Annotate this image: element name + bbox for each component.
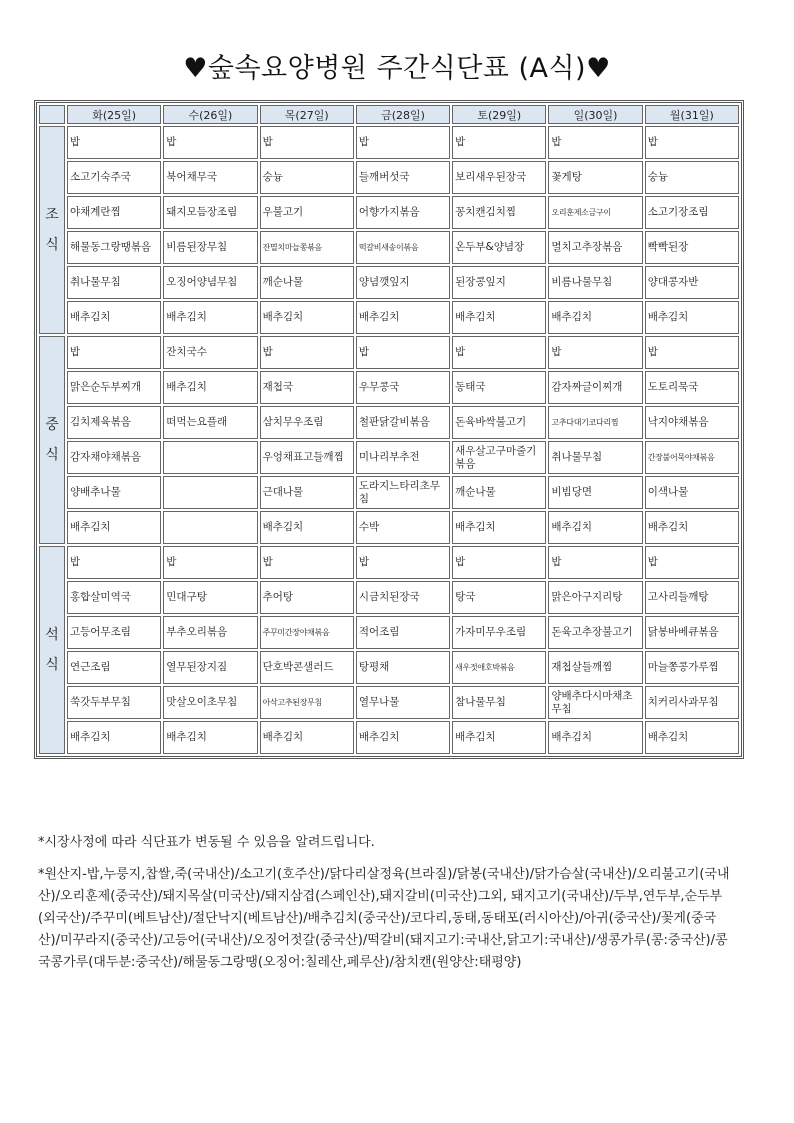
menu-cell: 야채계란찜 [67, 196, 161, 229]
menu-cell: 홍합살미역국 [67, 581, 161, 614]
menu-cell: 잔치국수 [163, 336, 257, 369]
menu-cell: 철판닭갈비볶음 [356, 406, 450, 439]
menu-cell: 우엉채표고들깨찜 [260, 441, 354, 474]
menu-cell: 수박 [356, 511, 450, 544]
notes-section [38, 832, 738, 984]
menu-cell [163, 511, 257, 544]
menu-cell: 단호박콘샐러드 [260, 651, 354, 684]
menu-cell: 배추김치 [548, 301, 642, 334]
menu-cell: 고등어무조림 [67, 616, 161, 649]
meal-row [39, 371, 739, 404]
menu-cell: 감자채야채볶음 [67, 441, 161, 474]
menu-cell: 밥 [67, 546, 161, 579]
menu-cell: 김치제육볶음 [67, 406, 161, 439]
menu-cell: 마늘쫑콩가루찜 [645, 651, 739, 684]
menu-cell: 삼치무우조림 [260, 406, 354, 439]
menu-cell: 비빔당면 [548, 476, 642, 509]
menu-cell: 도라지느타리초무침 [356, 476, 450, 509]
meal-label: 석 식 [39, 546, 65, 754]
meal-row [39, 686, 739, 719]
menu-cell: 연근조림 [67, 651, 161, 684]
menu-cell: 배추김치 [163, 721, 257, 754]
menu-cell: 해물동그랑땡볶음 [67, 231, 161, 264]
menu-cell: 배추김치 [452, 301, 546, 334]
menu-cell: 양대콩자반 [645, 266, 739, 299]
menu-cell: 배추김치 [67, 301, 161, 334]
meal-row [39, 196, 739, 229]
menu-cell: 밥 [548, 336, 642, 369]
menu-cell: 배추김치 [260, 721, 354, 754]
menu-cell: 숭늉 [260, 161, 354, 194]
menu-cell: 멸치고추장볶음 [548, 231, 642, 264]
menu-cell: 밥 [356, 126, 450, 159]
menu-cell: 배추김치 [356, 721, 450, 754]
menu-cell: 열무나물 [356, 686, 450, 719]
meal-row [39, 266, 739, 299]
menu-cell: 보리새우된장국 [452, 161, 546, 194]
menu-cell: 밥 [645, 336, 739, 369]
menu-cell: 배추김치 [260, 511, 354, 544]
day-header: 수(26일) [163, 105, 257, 124]
menu-cell: 밥 [163, 126, 257, 159]
menu-cell: 배추김치 [548, 721, 642, 754]
meal-row [39, 581, 739, 614]
menu-cell: 밥 [260, 126, 354, 159]
menu-cell: 취나물무침 [548, 441, 642, 474]
meal-row [39, 126, 739, 159]
menu-cell: 새우살고구마줄기볶음 [452, 441, 546, 474]
menu-cell: 떠먹는요플래 [163, 406, 257, 439]
menu-cell: 우불고기 [260, 196, 354, 229]
menu-cell: 낙지야채볶음 [645, 406, 739, 439]
menu-cell: 탕평채 [356, 651, 450, 684]
menu-cell [163, 476, 257, 509]
menu-cell: 재첩국 [260, 371, 354, 404]
menu-cell: 빡빡된장 [645, 231, 739, 264]
meal-row [39, 301, 739, 334]
origin-notice: *원산지-밥,누룽지,찹쌀,죽(국내산)/소고기(호주산)/닭다리살정육(브라질)/닭봉(국내산)/닭가슴살(국내산)/오리불고기(국내산)/오리훈제(중국산)/돼지목살(미국산)/돼지삼겹(스페인산),돼지갈비(미국산)그외, 돼지고기(국내산)/두부,연두부,순두부(외국산)/주꾸미(베트남산)/절단낙지(베트남산)/배추김치(중국산)/코다리,동태,동태포(러시아산)/아귀(중국산)/꽃게(중국산)/미꾸라지(중국산)/고등어(국내산)/오징어젓갈(중국산)/떡갈비(돼지고기:국내산,닭고기:국내산)/생콩가루(콩:중국산)/콩국콩가루(대두분:중국산)/해물동그랑땡(오징어:칠레산,페루산)/참치캔(원양산:태평양) [38, 867, 730, 970]
menu-cell: 열무된장지짐 [163, 651, 257, 684]
menu-cell: 쑥갓두부무침 [67, 686, 161, 719]
menu-cell: 배추김치 [163, 301, 257, 334]
menu-cell: 아삭고추된장무침 [260, 686, 354, 719]
menu-cell: 감자짜글이찌개 [548, 371, 642, 404]
weekly-menu-table [34, 100, 744, 759]
menu-cell: 북어채무국 [163, 161, 257, 194]
header-corner [39, 105, 65, 124]
menu-cell: 배추김치 [260, 301, 354, 334]
menu-cell: 꽁치캔김치찜 [452, 196, 546, 229]
day-header: 금(28일) [356, 105, 450, 124]
menu-cell: 소고기장조림 [645, 196, 739, 229]
menu-cell: 맛살오이초무침 [163, 686, 257, 719]
menu-cell: 탕국 [452, 581, 546, 614]
menu-cell: 오리훈제소금구이 [548, 196, 642, 229]
page-title: ♥숲속요양병원 주간식단표 (A식)♥ [183, 53, 611, 84]
menu-cell: 비름된장무침 [163, 231, 257, 264]
menu-cell: 들깨버섯국 [356, 161, 450, 194]
meal-label: 조 식 [39, 126, 65, 334]
menu-cell: 밥 [260, 546, 354, 579]
menu-cell: 된장콩잎지 [452, 266, 546, 299]
menu-cell: 우무콩국 [356, 371, 450, 404]
menu-cell: 맑은아구지리탕 [548, 581, 642, 614]
menu-cell: 간장불어묵야채볶음 [645, 441, 739, 474]
menu-cell: 온두부&양념장 [452, 231, 546, 264]
menu-cell: 비름나물무침 [548, 266, 642, 299]
menu-cell: 밥 [163, 546, 257, 579]
menu-cell: 떡갈비새송이볶음 [356, 231, 450, 264]
menu-cell: 민대구탕 [163, 581, 257, 614]
menu-cell: 양배추나물 [67, 476, 161, 509]
meal-row [39, 721, 739, 754]
menu-cell: 배추김치 [452, 511, 546, 544]
menu-cell: 주꾸미간장야채볶음 [260, 616, 354, 649]
menu-cell: 배추김치 [548, 511, 642, 544]
day-header: 목(27일) [260, 105, 354, 124]
day-header: 일(30일) [548, 105, 642, 124]
change-notice: *시장사정에 따라 식단표가 변동될 수 있음을 알려드립니다. [38, 835, 375, 850]
menu-cell: 밥 [548, 126, 642, 159]
menu-cell: 새우젓애호박볶음 [452, 651, 546, 684]
menu-cell: 어향가지볶음 [356, 196, 450, 229]
meal-row [39, 406, 739, 439]
menu-cell: 배추김치 [645, 301, 739, 334]
menu-cell: 양배추다시마채초무침 [548, 686, 642, 719]
meal-row [39, 651, 739, 684]
menu-cell: 배추김치 [645, 721, 739, 754]
menu-cell: 밥 [548, 546, 642, 579]
meal-row [39, 336, 739, 369]
meal-row [39, 441, 739, 474]
menu-cell: 배추김치 [356, 301, 450, 334]
menu-cell: 밥 [356, 546, 450, 579]
menu-cell: 배추김치 [645, 511, 739, 544]
menu-cell: 가자미무우조림 [452, 616, 546, 649]
menu-cell: 소고기숙주국 [67, 161, 161, 194]
menu-cell: 배추김치 [163, 371, 257, 404]
day-header-row [39, 105, 739, 124]
menu-cell: 밥 [645, 546, 739, 579]
day-header: 월(31일) [645, 105, 739, 124]
menu-cell: 꽃게탕 [548, 161, 642, 194]
menu-cell: 밥 [356, 336, 450, 369]
menu-cell: 양념깻잎지 [356, 266, 450, 299]
menu-cell: 시금치된장국 [356, 581, 450, 614]
menu-cell: 배추김치 [67, 511, 161, 544]
day-header: 화(25일) [67, 105, 161, 124]
menu-cell: 참나물무침 [452, 686, 546, 719]
menu-cell: 오징어양념무침 [163, 266, 257, 299]
menu-cell: 배추김치 [67, 721, 161, 754]
menu-cell: 밥 [260, 336, 354, 369]
menu-cell: 돼지모듬장조림 [163, 196, 257, 229]
meal-row [39, 511, 739, 544]
menu-cell: 밥 [645, 126, 739, 159]
menu-cell: 취나물무침 [67, 266, 161, 299]
menu-cell: 밥 [67, 126, 161, 159]
meal-row [39, 546, 739, 579]
meal-label: 중 식 [39, 336, 65, 544]
meal-row [39, 616, 739, 649]
menu-cell: 밥 [452, 126, 546, 159]
menu-cell: 닭봉바베큐볶음 [645, 616, 739, 649]
meal-row [39, 231, 739, 264]
menu-cell: 근대나물 [260, 476, 354, 509]
meal-row [39, 161, 739, 194]
menu-cell: 깨순나물 [452, 476, 546, 509]
meal-row [39, 476, 739, 509]
menu-cell: 치커리사과무침 [645, 686, 739, 719]
menu-cell: 동태국 [452, 371, 546, 404]
menu-cell: 밥 [67, 336, 161, 369]
menu-cell: 추어탕 [260, 581, 354, 614]
menu-cell: 도토리묵국 [645, 371, 739, 404]
menu-cell: 돈육바싹불고기 [452, 406, 546, 439]
menu-cell: 재첩살들깨찜 [548, 651, 642, 684]
menu-cell: 밥 [452, 336, 546, 369]
menu-cell: 배추김치 [452, 721, 546, 754]
menu-cell: 밥 [452, 546, 546, 579]
menu-cell: 잔멸치마늘쫑볶음 [260, 231, 354, 264]
menu-cell: 돈육고추장불고기 [548, 616, 642, 649]
menu-cell: 부추오리볶음 [163, 616, 257, 649]
menu-cell: 적어조림 [356, 616, 450, 649]
menu-cell: 숭늉 [645, 161, 739, 194]
menu-cell: 이색나물 [645, 476, 739, 509]
menu-cell: 미나리부추전 [356, 441, 450, 474]
menu-cell: 맑은순두부찌개 [67, 371, 161, 404]
day-header: 토(29일) [452, 105, 546, 124]
menu-cell: 깨순나물 [260, 266, 354, 299]
menu-cell: 고추다대기코다리찜 [548, 406, 642, 439]
menu-cell: 고사리들깨탕 [645, 581, 739, 614]
menu-cell [163, 441, 257, 474]
